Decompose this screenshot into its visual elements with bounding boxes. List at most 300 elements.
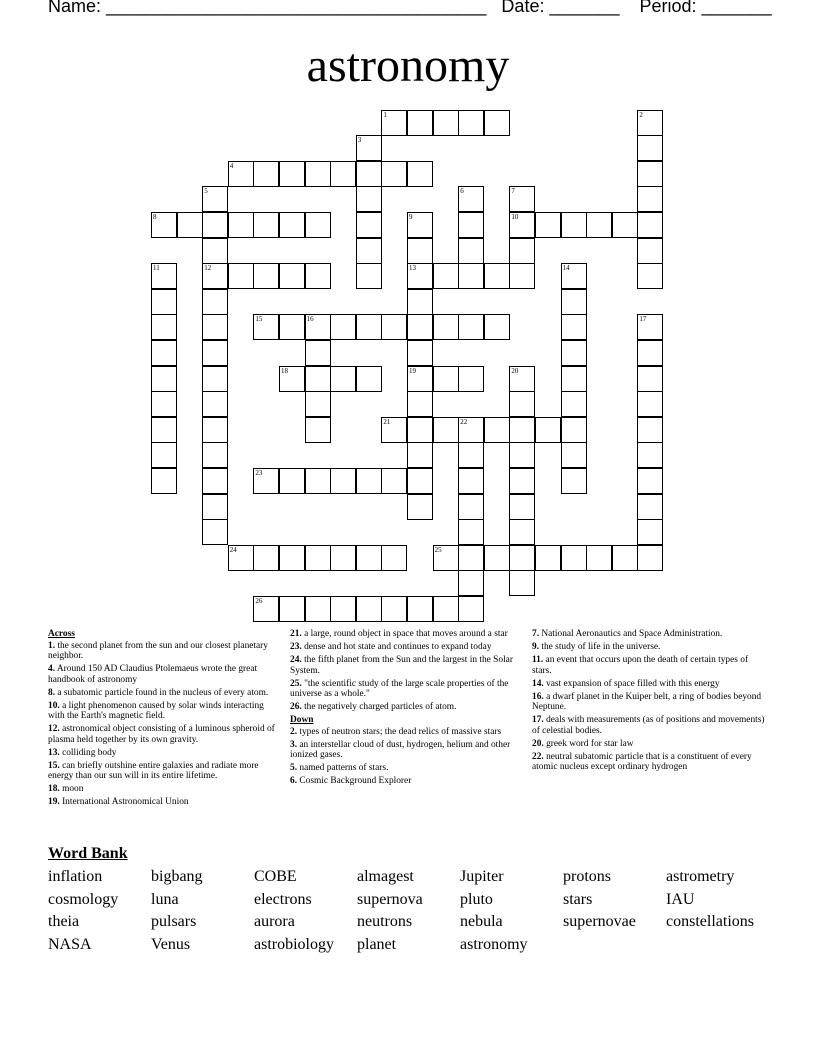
grid-cell[interactable] bbox=[561, 314, 587, 340]
grid-cell[interactable] bbox=[407, 596, 433, 622]
word-bank-item: almagest bbox=[357, 868, 414, 885]
clue-text: National Aeronautics and Space Administration. bbox=[541, 629, 723, 639]
clue-item bbox=[290, 629, 524, 640]
clue-number: 26. bbox=[290, 702, 302, 713]
grid-cell[interactable] bbox=[279, 596, 305, 622]
grid-cell[interactable] bbox=[612, 212, 638, 238]
grid-cell[interactable] bbox=[330, 545, 356, 571]
grid-cell[interactable] bbox=[637, 442, 663, 468]
grid-cell[interactable] bbox=[509, 442, 535, 468]
clue-text: Cosmic Background Explorer bbox=[299, 776, 412, 787]
clue-number: 4. bbox=[48, 664, 56, 675]
clue-number: 3. bbox=[290, 739, 298, 750]
cell-number: 16 bbox=[306, 315, 314, 324]
grid-cell[interactable] bbox=[586, 212, 612, 238]
grid-cell[interactable] bbox=[202, 417, 228, 443]
clues-column-1 bbox=[48, 629, 282, 810]
grid-cell[interactable] bbox=[637, 238, 663, 264]
grid-cell[interactable] bbox=[637, 340, 663, 366]
word-bank-item: stars bbox=[563, 890, 593, 908]
cell-number: 4 bbox=[229, 161, 234, 170]
clues-column-2 bbox=[290, 629, 524, 789]
grid-cell[interactable] bbox=[484, 314, 510, 340]
word-bank bbox=[48, 868, 788, 958]
grid-cell[interactable] bbox=[458, 366, 484, 392]
grid-cell[interactable] bbox=[407, 289, 433, 315]
grid-cell[interactable] bbox=[637, 366, 663, 392]
word-bank-item: nebula bbox=[460, 913, 503, 931]
grid-cell[interactable] bbox=[458, 596, 484, 622]
grid-cell[interactable] bbox=[330, 596, 356, 622]
clue-item bbox=[532, 715, 766, 736]
grid-cell[interactable] bbox=[561, 468, 587, 494]
cell-number: 1 bbox=[383, 110, 387, 119]
word-bank-item: theia bbox=[48, 913, 80, 931]
grid-cell[interactable] bbox=[637, 186, 663, 212]
grid-cell[interactable] bbox=[253, 314, 279, 340]
grid-cell[interactable] bbox=[433, 263, 459, 289]
grid-cell[interactable] bbox=[253, 545, 279, 571]
grid-cell[interactable] bbox=[305, 391, 331, 417]
grid-cell[interactable] bbox=[407, 494, 433, 520]
grid-cell[interactable] bbox=[586, 545, 612, 571]
grid-cell[interactable] bbox=[637, 161, 663, 187]
word-bank-item: supernova bbox=[357, 890, 423, 908]
grid-cell[interactable] bbox=[407, 417, 433, 443]
grid-cell[interactable] bbox=[356, 314, 382, 340]
cell-number: 18 bbox=[281, 366, 288, 375]
clue-item bbox=[48, 761, 282, 782]
clue-number: 22. bbox=[532, 751, 544, 762]
grid-cell[interactable] bbox=[509, 468, 535, 494]
clue-text: colliding body bbox=[62, 747, 117, 758]
clue-text: named patterns of stars. bbox=[299, 763, 389, 774]
clue-number: 10. bbox=[48, 700, 60, 711]
grid-cell[interactable] bbox=[151, 340, 177, 366]
grid-cell[interactable] bbox=[356, 135, 382, 161]
grid-cell[interactable] bbox=[433, 110, 459, 136]
clue-text: astronomical object consisting of a luminous spheroid of plasma held together by its own gravity. bbox=[48, 724, 275, 745]
clue-text: greek word for star law bbox=[546, 738, 634, 749]
grid-cell[interactable] bbox=[305, 263, 331, 289]
word-bank-item: neutrons bbox=[357, 913, 413, 931]
grid-cell[interactable] bbox=[458, 494, 484, 520]
grid-cell[interactable] bbox=[279, 366, 305, 392]
grid-cell[interactable] bbox=[509, 186, 535, 212]
grid-cell[interactable] bbox=[279, 314, 305, 340]
grid-cell[interactable] bbox=[458, 212, 484, 238]
cell-number: 23 bbox=[255, 468, 263, 477]
grid-cell[interactable] bbox=[381, 161, 407, 187]
grid-cell[interactable] bbox=[356, 212, 382, 238]
grid-cell[interactable] bbox=[535, 545, 561, 571]
clue-number: 16. bbox=[532, 691, 544, 702]
grid-cell[interactable] bbox=[433, 366, 459, 392]
clue-number: 25. bbox=[290, 678, 302, 689]
word-bank-item: NASA bbox=[48, 935, 92, 953]
word-bank-item: bigbang bbox=[151, 868, 203, 885]
grid-cell[interactable] bbox=[279, 263, 305, 289]
word-bank-item: pulsars bbox=[151, 913, 197, 931]
grid-cell[interactable] bbox=[458, 314, 484, 340]
clue-text: deals with measurements (as of positions and movements) of celestial bodies. bbox=[532, 715, 765, 736]
clue-text: the negatively charged particles of atom. bbox=[304, 702, 457, 713]
grid-cell[interactable] bbox=[356, 596, 382, 622]
grid-cell[interactable] bbox=[305, 161, 331, 187]
grid-cell[interactable] bbox=[151, 212, 177, 238]
grid-cell[interactable] bbox=[253, 161, 279, 187]
grid-cell[interactable] bbox=[151, 263, 177, 289]
cell-number: 10 bbox=[511, 212, 519, 221]
grid-cell[interactable] bbox=[637, 519, 663, 545]
grid-cell[interactable] bbox=[509, 545, 535, 571]
clue-number: 15. bbox=[48, 760, 60, 771]
clue-number: 11. bbox=[532, 654, 544, 665]
grid-cell[interactable] bbox=[458, 238, 484, 264]
grid-cell[interactable] bbox=[305, 417, 331, 443]
clues-column-3 bbox=[532, 629, 766, 775]
word-bank-item: supernovae bbox=[563, 913, 636, 931]
grid-cell[interactable] bbox=[202, 263, 228, 289]
cell-number: 9 bbox=[409, 212, 413, 221]
grid-cell[interactable] bbox=[433, 314, 459, 340]
grid-cell[interactable] bbox=[561, 340, 587, 366]
word-bank-item: pluto bbox=[460, 890, 493, 908]
cell-number: 11 bbox=[153, 264, 160, 273]
cell-number: 20 bbox=[511, 366, 519, 375]
grid-cell[interactable] bbox=[330, 366, 356, 392]
cell-number: 24 bbox=[229, 545, 237, 554]
grid-cell[interactable] bbox=[330, 314, 356, 340]
clue-item bbox=[532, 692, 766, 713]
grid-cell[interactable] bbox=[202, 442, 228, 468]
cell-number: 2 bbox=[639, 110, 643, 119]
grid-cell[interactable] bbox=[202, 340, 228, 366]
grid-cell[interactable] bbox=[458, 186, 484, 212]
clue-number: 8. bbox=[48, 687, 56, 698]
cell-number: 5 bbox=[204, 187, 208, 196]
grid-cell[interactable] bbox=[407, 314, 433, 340]
grid-cell[interactable] bbox=[561, 212, 587, 238]
clue-text: dense and hot state and continues to expand today bbox=[304, 641, 492, 652]
grid-cell[interactable] bbox=[356, 468, 382, 494]
grid-cell[interactable] bbox=[151, 391, 177, 417]
clue-text: moon bbox=[62, 784, 84, 795]
cell-number: 25 bbox=[434, 545, 442, 554]
grid-cell[interactable] bbox=[407, 442, 433, 468]
grid-cell[interactable] bbox=[381, 110, 407, 136]
clue-heading: Across bbox=[48, 629, 75, 639]
clue-text: can briefly outshine entire galaxies and radiate more energy than our sun will in its entire lifetime. bbox=[48, 760, 259, 782]
word-bank-item: astrobiology bbox=[254, 935, 334, 953]
clue-text: an event that occurs upon the death of certain types of stars. bbox=[532, 654, 749, 676]
grid-cell[interactable] bbox=[228, 263, 254, 289]
clue-number: 21. bbox=[290, 629, 302, 639]
grid-cell[interactable] bbox=[279, 212, 305, 238]
word-bank-item: aurora bbox=[254, 913, 295, 931]
word-bank-item: COBE bbox=[254, 868, 297, 885]
grid-cell[interactable] bbox=[637, 545, 663, 571]
clue-text: a light phenomenon caused by solar winds interacting with the Earth's magnetic field. bbox=[48, 700, 264, 722]
grid-cell[interactable] bbox=[305, 545, 331, 571]
grid-cell[interactable] bbox=[228, 212, 254, 238]
grid-cell[interactable] bbox=[509, 238, 535, 264]
grid-cell[interactable] bbox=[356, 545, 382, 571]
grid-cell[interactable] bbox=[458, 545, 484, 571]
word-bank-item: protons bbox=[563, 868, 611, 885]
grid-cell[interactable] bbox=[612, 545, 638, 571]
cell-number: 6 bbox=[460, 187, 464, 196]
clue-number: 13. bbox=[48, 747, 60, 758]
clue-item bbox=[48, 664, 282, 685]
grid-cell[interactable] bbox=[407, 212, 433, 238]
clue-item bbox=[290, 776, 524, 787]
grid-cell[interactable] bbox=[484, 545, 510, 571]
grid-cell[interactable] bbox=[279, 545, 305, 571]
grid-cell[interactable] bbox=[202, 212, 228, 238]
grid-cell[interactable] bbox=[637, 468, 663, 494]
clue-number: 1. bbox=[48, 640, 56, 651]
grid-cell[interactable] bbox=[561, 289, 587, 315]
cell-number: 12 bbox=[204, 264, 212, 273]
grid-cell[interactable] bbox=[228, 545, 254, 571]
clue-item bbox=[48, 724, 282, 745]
grid-cell[interactable] bbox=[356, 186, 382, 212]
grid-cell[interactable] bbox=[381, 417, 407, 443]
clue-item bbox=[290, 655, 524, 676]
grid-cell[interactable] bbox=[253, 263, 279, 289]
grid-cell[interactable] bbox=[484, 110, 510, 136]
grid-cell[interactable] bbox=[279, 161, 305, 187]
grid-cell[interactable] bbox=[407, 391, 433, 417]
grid-cell[interactable] bbox=[509, 391, 535, 417]
cell-number: 7 bbox=[511, 187, 515, 196]
grid-cell[interactable] bbox=[637, 212, 663, 238]
clue-text: the fifth planet from the Sun and the largest in the Solar System. bbox=[290, 654, 513, 676]
grid-cell[interactable] bbox=[509, 417, 535, 443]
grid-cell[interactable] bbox=[356, 366, 382, 392]
clue-number: 19. bbox=[48, 797, 60, 808]
grid-cell[interactable] bbox=[458, 417, 484, 443]
clue-number: 17. bbox=[532, 715, 544, 726]
clue-text: an interstellar cloud of dust, hydrogen, helium and other ionized gases. bbox=[290, 739, 511, 761]
grid-cell[interactable] bbox=[637, 391, 663, 417]
word-bank-item: electrons bbox=[254, 890, 312, 908]
grid-cell[interactable] bbox=[407, 468, 433, 494]
grid-cell[interactable] bbox=[509, 212, 535, 238]
grid-cell[interactable] bbox=[356, 238, 382, 264]
word-bank-item: luna bbox=[151, 890, 179, 908]
clue-text: types of neutron stars; the dead relics of massive stars bbox=[299, 726, 502, 737]
cell-number: 14 bbox=[562, 264, 570, 273]
cell-number: 13 bbox=[409, 264, 416, 273]
word-bank-title: Word Bank bbox=[48, 845, 128, 862]
grid-cell[interactable] bbox=[305, 596, 331, 622]
grid-cell[interactable] bbox=[561, 391, 587, 417]
grid-cell[interactable] bbox=[253, 212, 279, 238]
grid-cell[interactable] bbox=[177, 212, 203, 238]
grid-cell[interactable] bbox=[305, 468, 331, 494]
cell-number: 17 bbox=[639, 315, 647, 324]
grid-cell[interactable] bbox=[561, 442, 587, 468]
grid-cell[interactable] bbox=[407, 161, 433, 187]
grid-cell[interactable] bbox=[484, 263, 510, 289]
grid-cell[interactable] bbox=[356, 263, 382, 289]
grid-cell[interactable] bbox=[637, 110, 663, 136]
clue-item bbox=[532, 739, 766, 750]
grid-cell[interactable] bbox=[202, 366, 228, 392]
grid-cell[interactable] bbox=[202, 314, 228, 340]
clue-number: 12. bbox=[48, 724, 60, 735]
clue-item bbox=[532, 629, 766, 640]
clue-number: 9. bbox=[532, 641, 540, 652]
word-bank-item: astronomy bbox=[460, 935, 528, 953]
grid-cell[interactable] bbox=[253, 468, 279, 494]
clue-text: vast expansion of space filled with this energy bbox=[546, 678, 720, 689]
clue-number: 2. bbox=[290, 726, 298, 737]
clue-number: 6. bbox=[290, 776, 298, 787]
grid-cell[interactable] bbox=[330, 468, 356, 494]
grid-cell[interactable] bbox=[433, 417, 459, 443]
clue-item bbox=[48, 701, 282, 722]
grid-cell[interactable] bbox=[458, 570, 484, 596]
clue-item bbox=[48, 748, 282, 759]
grid-cell[interactable] bbox=[202, 494, 228, 520]
grid-cell[interactable] bbox=[151, 366, 177, 392]
clue-text: a large, round object in space that moves around a star bbox=[304, 629, 508, 639]
grid-cell[interactable] bbox=[202, 468, 228, 494]
grid-cell[interactable] bbox=[407, 238, 433, 264]
clue-number: 23. bbox=[290, 641, 302, 652]
grid-cell[interactable] bbox=[535, 417, 561, 443]
grid-cell[interactable] bbox=[151, 442, 177, 468]
grid-cell[interactable] bbox=[458, 442, 484, 468]
grid-cell[interactable] bbox=[228, 161, 254, 187]
grid-cell[interactable] bbox=[458, 263, 484, 289]
grid-cell[interactable] bbox=[637, 314, 663, 340]
grid-cell[interactable] bbox=[381, 468, 407, 494]
grid-cell[interactable] bbox=[433, 596, 459, 622]
grid-cell[interactable] bbox=[279, 468, 305, 494]
grid-cell[interactable] bbox=[202, 289, 228, 315]
grid-cell[interactable] bbox=[202, 238, 228, 264]
cell-number: 8 bbox=[153, 212, 157, 221]
grid-cell[interactable] bbox=[151, 417, 177, 443]
clue-item bbox=[48, 688, 282, 699]
page-title: astronomy bbox=[306, 39, 510, 92]
grid-cell[interactable] bbox=[305, 366, 331, 392]
clue-item bbox=[290, 727, 524, 738]
grid-cell[interactable] bbox=[202, 391, 228, 417]
grid-cell[interactable] bbox=[305, 314, 331, 340]
grid-cell[interactable] bbox=[202, 519, 228, 545]
grid-cell[interactable] bbox=[637, 494, 663, 520]
clue-text: Around 150 AD Claudius Ptolemaeus wrote the great handbook of astronomy bbox=[48, 664, 258, 685]
grid-cell[interactable] bbox=[305, 340, 331, 366]
clue-text: "the scientific study of the large scale properties of the universe as a whole." bbox=[290, 678, 509, 700]
clue-text: the study of life in the universe. bbox=[541, 641, 661, 652]
grid-cell[interactable] bbox=[407, 366, 433, 392]
cell-number: 21 bbox=[383, 417, 391, 426]
clue-number: 5. bbox=[290, 763, 298, 774]
clue-text: the second planet from the sun and our closest planetary neighbor. bbox=[48, 640, 268, 662]
clue-item bbox=[290, 740, 524, 761]
word-bank-item: Venus bbox=[151, 935, 191, 953]
clue-item bbox=[290, 679, 524, 700]
clue-text: International Astronomical Union bbox=[62, 797, 189, 808]
grid-cell[interactable] bbox=[330, 161, 356, 187]
grid-cell[interactable] bbox=[381, 545, 407, 571]
student-info-line: Name: ______________________________________ Date: _______ Period: _______ bbox=[48, 0, 772, 16]
grid-cell[interactable] bbox=[484, 417, 510, 443]
grid-cell[interactable] bbox=[407, 263, 433, 289]
grid-cell[interactable] bbox=[637, 135, 663, 161]
grid-cell[interactable] bbox=[637, 263, 663, 289]
grid-cell[interactable] bbox=[561, 545, 587, 571]
grid-cell[interactable] bbox=[407, 340, 433, 366]
grid-cell[interactable] bbox=[458, 110, 484, 136]
clue-item bbox=[532, 679, 766, 690]
clue-item bbox=[532, 752, 766, 773]
clue-item bbox=[290, 763, 524, 774]
grid-cell[interactable] bbox=[356, 161, 382, 187]
word-bank-item: IAU bbox=[666, 890, 695, 908]
grid-cell[interactable] bbox=[535, 212, 561, 238]
clue-heading: Down bbox=[290, 715, 314, 726]
clue-item bbox=[532, 642, 766, 653]
grid-cell[interactable] bbox=[381, 314, 407, 340]
grid-cell[interactable] bbox=[151, 468, 177, 494]
grid-cell[interactable] bbox=[458, 519, 484, 545]
grid-cell[interactable] bbox=[509, 263, 535, 289]
clue-item bbox=[290, 642, 524, 653]
grid-cell[interactable] bbox=[509, 366, 535, 392]
grid-cell[interactable] bbox=[637, 417, 663, 443]
word-bank-item: inflation bbox=[48, 868, 103, 885]
grid-cell[interactable] bbox=[509, 570, 535, 596]
grid-cell[interactable] bbox=[151, 314, 177, 340]
grid-cell[interactable] bbox=[509, 494, 535, 520]
clue-item bbox=[48, 784, 282, 795]
cell-number: 26 bbox=[255, 596, 263, 605]
grid-cell[interactable] bbox=[151, 289, 177, 315]
grid-cell[interactable] bbox=[561, 417, 587, 443]
grid-cell[interactable] bbox=[509, 519, 535, 545]
grid-cell[interactable] bbox=[381, 596, 407, 622]
clue-item bbox=[290, 702, 524, 713]
grid-cell[interactable] bbox=[253, 596, 279, 622]
clue-item bbox=[48, 797, 282, 808]
clue-number: 24. bbox=[290, 654, 302, 665]
word-bank-item: Jupiter bbox=[460, 868, 504, 885]
grid-cell[interactable] bbox=[407, 110, 433, 136]
word-bank-item: planet bbox=[357, 935, 397, 953]
cell-number: 15 bbox=[255, 315, 263, 324]
clue-item bbox=[48, 641, 282, 662]
grid-cell[interactable] bbox=[458, 468, 484, 494]
grid-cell[interactable] bbox=[561, 263, 587, 289]
grid-cell[interactable] bbox=[305, 212, 331, 238]
clue-item bbox=[532, 655, 766, 676]
grid-cell[interactable] bbox=[561, 366, 587, 392]
grid-cell[interactable] bbox=[433, 545, 459, 571]
clue-text: a subatomic particle found in the nucleus of every atom. bbox=[57, 687, 269, 698]
grid-cell[interactable] bbox=[202, 186, 228, 212]
word-bank-item: cosmology bbox=[48, 890, 119, 908]
clue-number: 7. bbox=[532, 629, 540, 639]
cell-number: 3 bbox=[357, 136, 362, 145]
word-bank-item: astrometry bbox=[666, 868, 735, 885]
